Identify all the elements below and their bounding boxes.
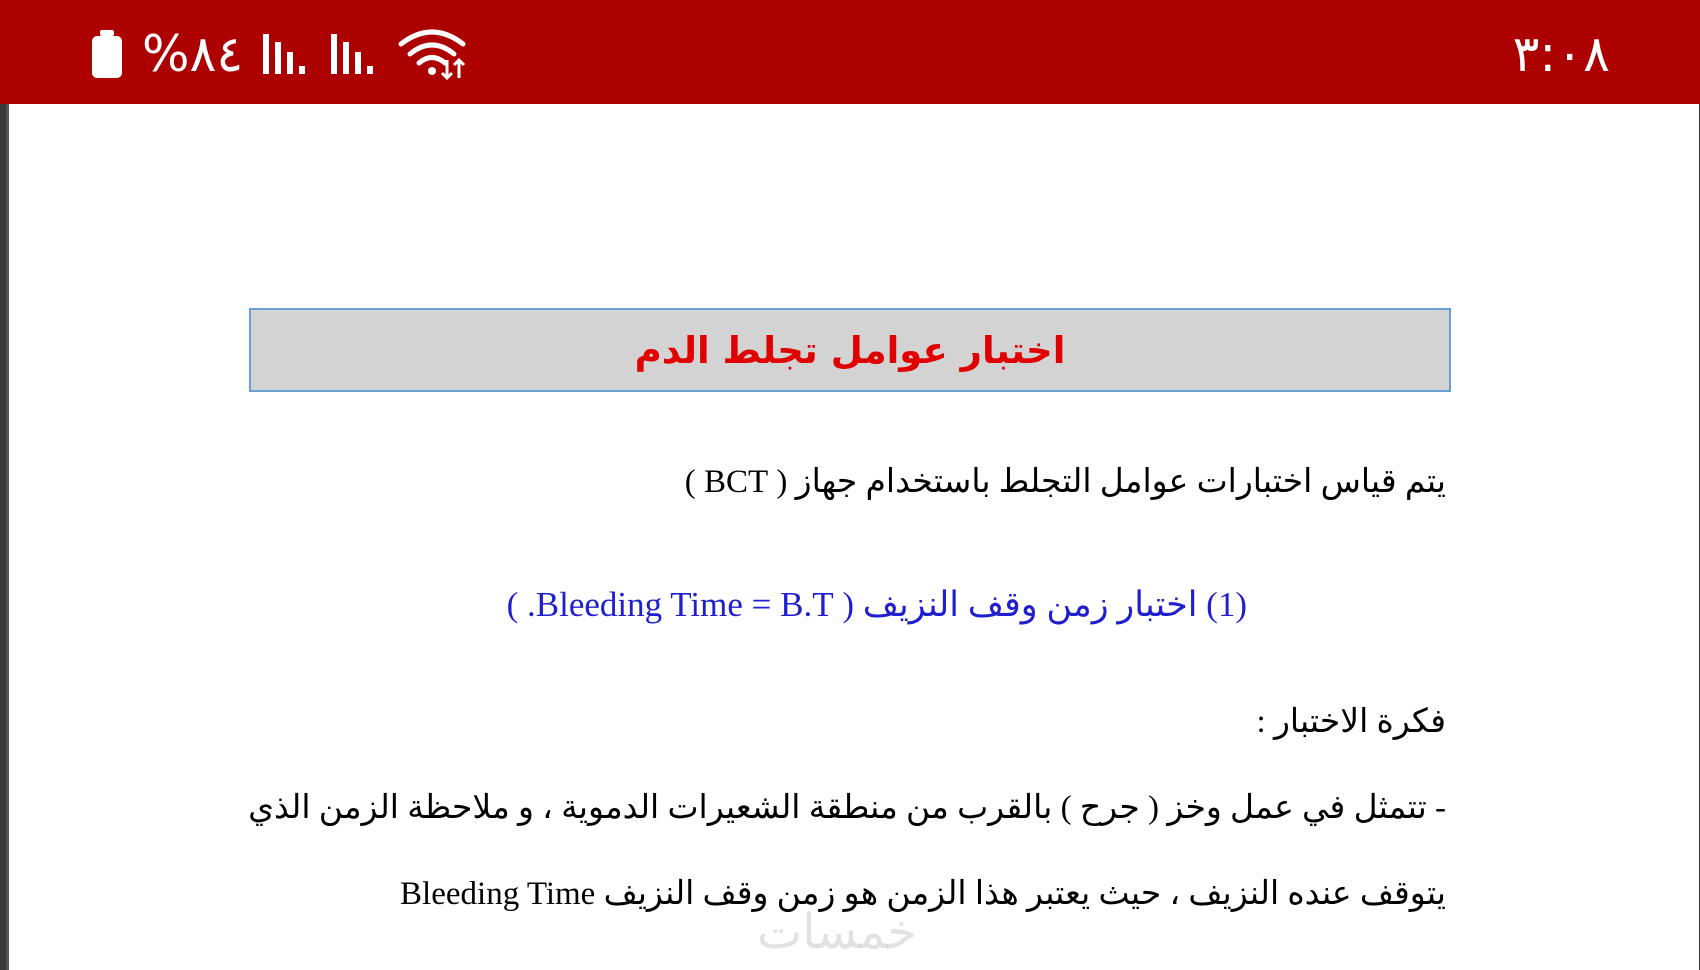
title-box (249, 308, 1451, 392)
wifi-icon (397, 28, 467, 80)
bullet-line-1: - تتمثل في عمل وخز ( جرح ) بالقرب من منطقة الشعيرات الدموية ، و ملاحظة الزمن الذي (248, 790, 1446, 826)
watermark-logo: خمسات (757, 904, 918, 960)
clock: ٣:٠٨ (1512, 25, 1610, 83)
section-heading: (1) اختبار زمن وقف النزيف ( Bleeding Time = B.T. ) (506, 585, 1247, 624)
idea-label: فكرة الاختبار : (1256, 704, 1446, 740)
battery-percent: %٨٤ (142, 25, 244, 83)
signal-icon (261, 32, 311, 76)
status-icons (90, 26, 467, 82)
signal-icon (329, 32, 379, 76)
document-title: اختبار عوامل تجلط الدم (634, 328, 1066, 372)
document-page[interactable] (6, 104, 1699, 970)
status-bar (0, 0, 1700, 104)
intro-text: يتم قياس اختبارات عوامل التجلط باستخدام جهاز ( BCT ) (684, 464, 1446, 500)
bullet-line-2: يتوقف عنده النزيف ، حيث يعتبر هذا الزمن هو زمن وقف النزيف Bleeding Time (400, 876, 1446, 912)
battery-icon (90, 28, 124, 80)
